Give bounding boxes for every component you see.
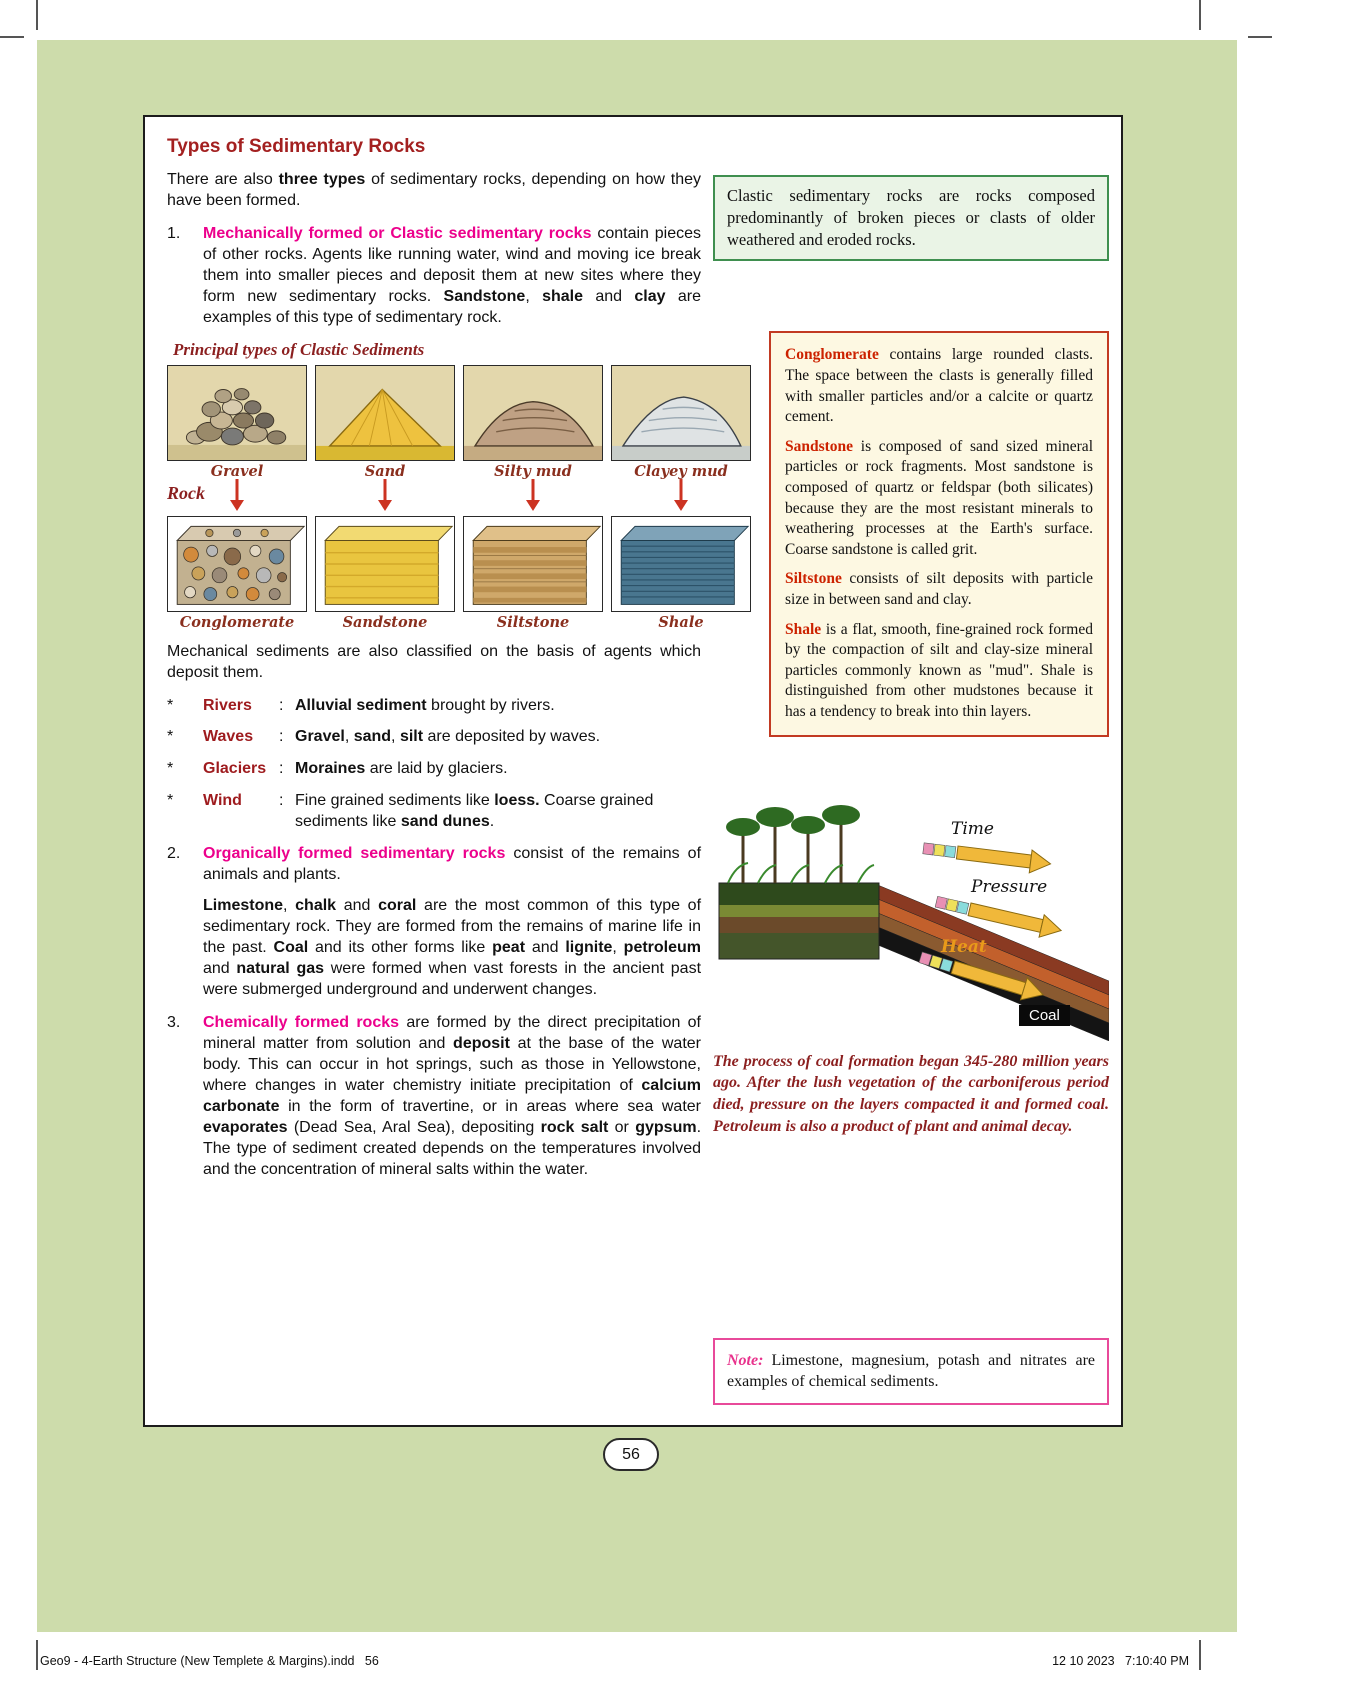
note-label: Note: [727,1351,764,1369]
bullet-term: Glaciers [203,760,267,778]
crop-mark [1248,36,1272,38]
siltstone-paragraph: Siltstone consists of silt deposits with particle size in between sand and clay. [785,570,1093,609]
rock-types-box [769,331,1109,736]
rock-type-label: Shale [658,614,704,632]
sandstone-image [315,516,455,612]
bullet-text: Gravel, sand, silt are deposited by waves. [295,728,601,746]
rock-label-row [167,614,753,631]
item-number: 1. [167,224,181,242]
sediment-label: Silty mud [494,462,572,480]
bullet-colon: : [279,728,284,746]
item-text: Mechanically formed or Clastic sedimentary rocks contain pieces of other rocks. Agents like running water, wind and moving ice break them into smaller pieces and deposit them at new sites where they form new sedimentary rocks. Sandstone, shale and clay are examples of this type of sedimentary rock. [203,224,702,326]
sediment-picture-row [167,365,753,461]
coal-caption: The process of coal formation began 345-280 million years ago. After the lush vegetation of the carboniferous period died, pressure on the layers compacted it and formed coal. Petroleum is also a product of plant and animal decay. [713,1052,1109,1135]
clastic-definition-text: Clastic sedimentary rocks are rocks composed predominantly of broken pieces or clasts of older weathered and eroded rocks. [727,186,1095,250]
left-column [167,135,728,1411]
coal-formation-illustration [713,791,1109,1041]
item-text: Chemically formed rocks are formed by the direct precipitation of mineral matter from solution and deposit at the base of the water body. This can occur in hot springs, such as those in Yellowstone, where changes in water chemistry initiate precipitation of calcium carbonate in the form of travertine, or in areas where sea water evaporates (Dead Sea, Aral Sea), depositing rock salt or gypsum. The type of sediment created depends on the temperatures involved and the concentration of mineral salts within the water. [203,1013,702,1178]
item-text: Organically formed sedimentary rocks consist of the remains of animals and plants. [203,845,702,884]
note-box [713,1338,1109,1405]
page-number: 56 [603,1438,659,1471]
bullet-star: * [167,792,174,810]
sand-image [315,365,455,461]
bullet-text: Alluvial sediment brought by rivers. [295,696,555,714]
numbered-item-1 [167,224,701,329]
bullet-star: * [167,696,174,714]
arrow-row [167,480,753,516]
bullet-colon: : [279,696,284,714]
note-text: Limestone, magnesium, potash and nitrates are examples of chemical sediments. [727,1351,1095,1391]
organic-paragraph: Limestone, chalk and coral are the most common of this type of sedimentary rock. They are formed from the remains of marine life in the past. Coal and its other forms like peat and lignite, petroleum and natural gas were formed when vast forests in the ancient past were submerged underground and underwent changes. [203,897,702,998]
item-number: 3. [167,1013,181,1031]
list-item [167,791,701,833]
footer-timestamp: 12 10 2023 7:10:40 PM [1052,1654,1189,1668]
rock-picture-row [167,516,753,612]
rock-label: Rock [167,483,205,504]
silty-mud-image [463,365,603,461]
bullet-term: Rivers [203,696,252,714]
bullet-text: Moraines are laid by glaciers. [295,760,508,778]
crop-mark [1199,1640,1201,1670]
sediment-label: Sand [364,462,406,480]
shale-paragraph: Shale is a flat, smooth, fine-grained rock formed by the compaction of silt and clay-size mineral particles commonly known as "mud". Shale is distinguished from other mudstones because it has a tendency to break into thin layers. [785,620,1093,721]
coal-formation-figure [713,791,1109,1041]
bullet-term: Waves [203,728,254,746]
rock-type-label: Siltstone [496,614,570,632]
bullet-star: * [167,728,174,746]
heat-label: Heat [941,936,987,957]
figure-caption: Principal types of Clastic Sediments [173,339,425,359]
rock-type-label: Sandstone [342,614,428,632]
siltstone-image [463,516,603,612]
list-item [167,696,701,717]
bullet-term: Wind [203,792,242,810]
bullet-colon: : [279,792,284,810]
crop-mark [0,36,24,38]
section-heading: Types of Sedimentary Rocks [167,136,426,157]
bullet-star: * [167,760,174,778]
pressure-label: Pressure [971,876,1048,897]
item-number: 2. [167,845,181,863]
numbered-item-3 [167,1013,701,1181]
numbered-item-2 [167,844,701,886]
bullet-text: Fine grained sediments like loess. Coarse grained sediments like sand dunes. [295,792,654,831]
right-column [713,135,1109,1411]
sediment-label: Clayey mud [634,462,728,480]
crop-mark [36,0,38,30]
clastic-definition-box [713,175,1109,261]
content-box [143,115,1123,1427]
gravel-image [167,365,307,461]
sandstone-paragraph: Sandstone is composed of sand sized mineral particles or rock fragments. Most sandstone is composed of quartz or feldspar (both silicates) because they are the most resistant minerals to weathering processes at the Earth's surface. Coarse sandstone is called grit. [785,437,1093,558]
down-arrow-icon [673,478,689,512]
crop-mark [36,1640,38,1670]
down-arrow-icon [229,478,245,512]
agents-list [167,696,701,834]
bullet-colon: : [279,760,284,778]
list-item [167,727,701,748]
footer-filename: Geo9 - 4-Earth Structure (New Templete & Margins).indd 56 [40,1654,379,1668]
rock-type-label: Conglomerate [179,614,295,632]
down-arrow-icon [525,478,541,512]
down-arrow-icon [377,478,393,512]
mechanical-paragraph: Mechanical sediments are also classified on the basis of agents which deposit them. [167,642,701,681]
time-label: Time [951,818,994,839]
conglomerate-paragraph: Conglomerate contains large rounded clasts. The space between the clasts is generally filled with smaller particles and/or a calcite or quartz cement. [785,346,1093,426]
sediment-label: Gravel [210,462,264,480]
clastic-sediments-figure [167,365,753,632]
intro-paragraph: There are also three types of sedimentary rocks, depending on how they have been formed. [167,170,701,209]
crop-mark [1199,0,1201,30]
coal-label: Coal [1019,1005,1070,1026]
conglomerate-image [167,516,307,612]
list-item [167,759,701,780]
